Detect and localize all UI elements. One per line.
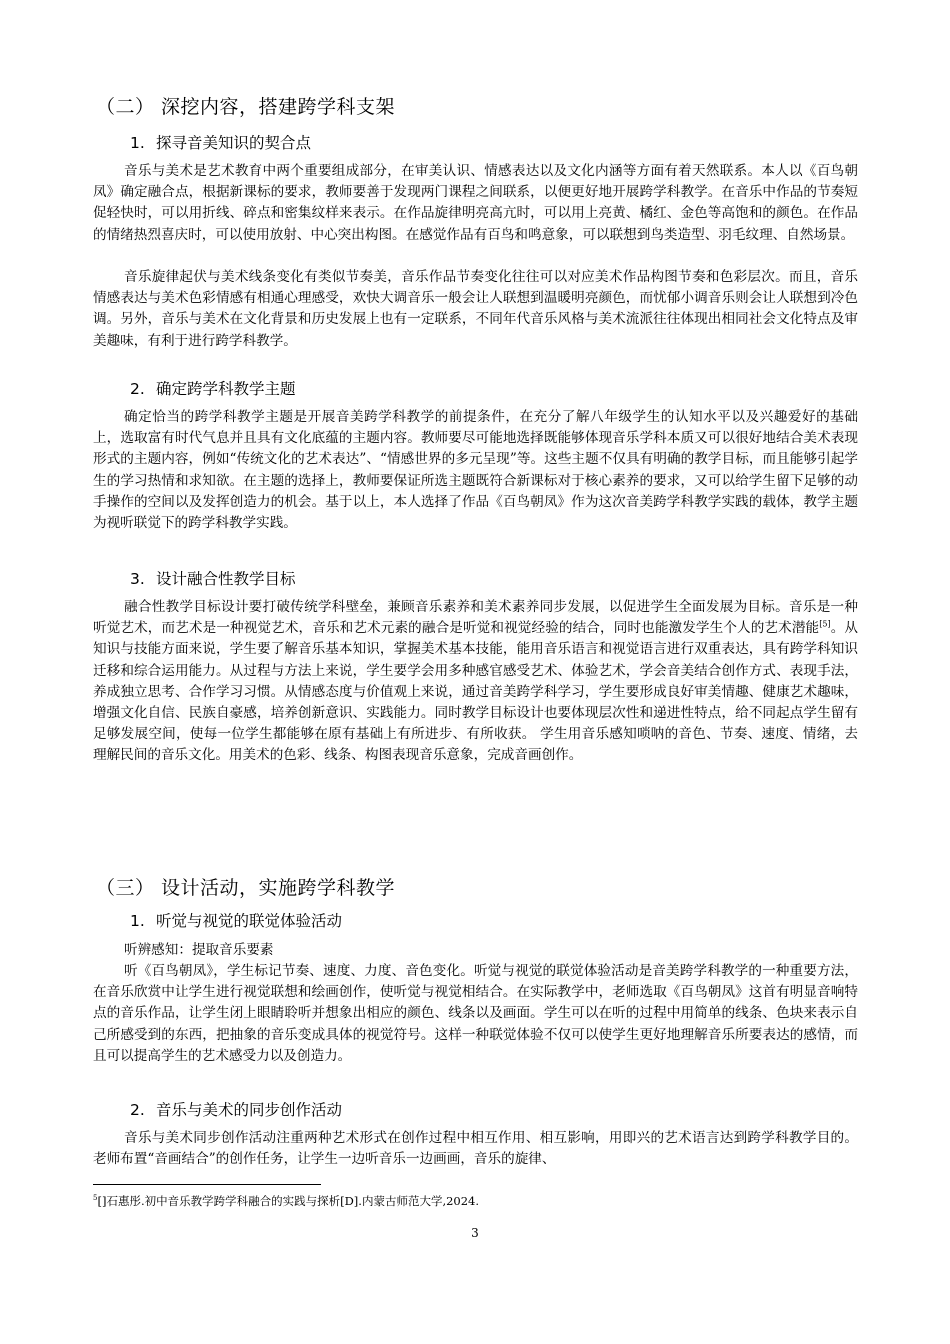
subheading-number: 1.	[130, 912, 145, 930]
page-number: 3	[471, 1226, 479, 1240]
subheading-title: 音乐与美术的同步创作活动	[156, 1101, 343, 1119]
paragraph-text: 融合性教学目标设计要打破传统学科壁垒，兼顾音乐素养和美术素养同步发展，以促进学生全面发展为目标。音乐是一种听觉艺术，而艺术是一种视觉艺术，音乐和艺术元素的融合是听觉和视觉经验的结合，同时也能激发学生个人的艺术潜能	[93, 599, 858, 637]
paragraph-2-1-b: 音乐旋律起伏与美术线条变化有类似节奏美，音乐作品节奏变化往往可以对应美术作品构图节奏和色彩层次。而且，音乐情感表达与美术色彩情感有相通心理感受，欢快大调音乐一般会让人联想到温暖明亮颜色，而忧郁小调音乐则会让人联想到冷色调。另外，音乐与美术在文化背景和历史发展上也有一定联系，不同年代音乐风格与美术流派往往体现出相同社会文化特点及审美趣味，有利于进行跨学科教学。	[93, 269, 858, 349]
subheading-number: 2.	[130, 1101, 145, 1119]
paragraph-2-1-a: 音乐与美术是艺术教育中两个重要组成部分，在审美认识、情感表达以及文化内涵等方面有着天然联系。本人以《百鸟朝凤》确定融合点，根据新课标的要求，教师要善于发现两门课程之间联系，以便更好地开展跨学科教学。在音乐中作品的节奏短促轻快时，可以用折线、碎点和密集纹样来表示。在作品旋律明亮高亢时，可以用上亮黄、橘红、金色等高饱和的颜色。在作品的情绪热烈喜庆时，可以使用放射、中心突出构图。在感觉作品有百鸟和鸣意象，可以联想到鸟类造型、羽毛纹理、自然场景。	[93, 163, 858, 243]
paragraph-text: 。从知识与技能方面来说，学生要了解音乐基本知识，掌握美术基本技能，能用音乐语言和视觉语言进行双重表达，具有跨学科知识迁移和综合运用能力。从过程与方法上来说，学生要学会用多种感官感受艺术、体验艺术，学会音美结合创作方式、表现手法，养成独立思考、合作学习习惯。从情感态度与价值观上来说，通过音美跨学科学习，学生要形成良好审美情趣、健康艺术趣味，增强文化自信、民族自豪感，培养创新意识、实践能力。同时教学目标设计也要体现层次性和递进性特点，给不同起点学生留有足够发展空间，使每一位学生都能够在原有基础上有所进步、有所收获。 学生用音乐感知唢呐的音色、节奏、速度、情绪，去理解民间的音乐文化。用美术的色彩、线条、构图表现音乐意象，完成音画创作。	[93, 620, 858, 764]
section-heading-3: （三） 设计活动，实施跨学科教学	[96, 877, 396, 899]
footnote-text: []石惠彤.初中音乐教学跨学科融合的实践与探析[D].内蒙古师范大学,2024.	[97, 1194, 480, 1208]
subheading-number: 3.	[130, 570, 145, 588]
subheading-title: 设计融合性教学目标	[156, 570, 296, 588]
subheading-3-1	[130, 909, 342, 931]
subheading-title: 听觉与视觉的联觉体验活动	[156, 912, 343, 930]
subheading-title: 确定跨学科教学主题	[156, 380, 296, 398]
subheading-2-1	[130, 131, 311, 153]
lead-line: 听辨感知：提取音乐要素	[124, 942, 274, 958]
citation-marker[interactable]: [5]	[819, 619, 831, 629]
footnote-mark: 5	[93, 1194, 98, 1203]
paragraph-3-2: 音乐与美术同步创作活动注重两种艺术形式在创作过程中相互作用、相互影响，用即兴的艺术语言达到跨学科教学目的。老师布置“音画结合”的创作任务，让学生一边听音乐一边画画，音乐的旋律、	[93, 1130, 858, 1168]
subheading-2-3	[130, 567, 296, 589]
footnote-separator	[93, 1184, 321, 1185]
subheading-number: 2.	[130, 380, 145, 398]
paragraph-2-2: 确定恰当的跨学科教学主题是开展音美跨学科教学的前提条件，在充分了解八年级学生的认知水平以及兴趣爱好的基础上，选取富有时代气息并且具有文化底蕴的主题内容。教师要尽可能地选择既能够体现音乐学科本质又可以很好地结合美术表现形式的主题内容，例如“传统文化的艺术表达”、“情感世界的多元呈现”等。这些主题不仅具有明确的教学目标，而且能够引起学生的学习热情和求知欲。在主题的选择上，教师要保证所选主题既符合新课标对于核心素养的要求，又可以给学生留下足够的动手操作的空间以及发挥创造力的机会。基于以上，本人选择了作品《百鸟朝凤》作为这次音美跨学科教学实践的载体，教学主题为视听联觉下的跨学科教学实践。	[93, 409, 858, 532]
subheading-2-2	[130, 377, 296, 399]
subheading-3-2	[130, 1098, 342, 1120]
section-heading-2: （二） 深挖内容，搭建跨学科支架	[96, 96, 396, 118]
paragraph-2-3	[93, 597, 858, 767]
subheading-number: 1.	[130, 134, 145, 152]
footnote	[93, 1193, 479, 1209]
paragraph-3-1: 听《百鸟朝凤》，学生标记节奏、速度、力度、音色变化。听觉与视觉的联觉体验活动是音美跨学科教学的一种重要方法，在音乐欣赏中让学生进行视觉联想和绘画创作，使听觉与视觉相结合。在实际教学中，老师选取《百鸟朝凤》这首有明显音响特点的音乐作品，让学生闭上眼睛聆听并想象出相应的颜色、线条以及画面。学生可以在听的过程中用简单的线条、色块来表示自己所感受到的东西，把抽象的音乐变成具体的视觉符号。这样一种联觉体验不仅可以使学生更好地理解音乐所要表达的感情，而且可以提高学生的艺术感受力以及创造力。	[93, 963, 858, 1064]
subheading-title: 探寻音美知识的契合点	[156, 134, 312, 152]
